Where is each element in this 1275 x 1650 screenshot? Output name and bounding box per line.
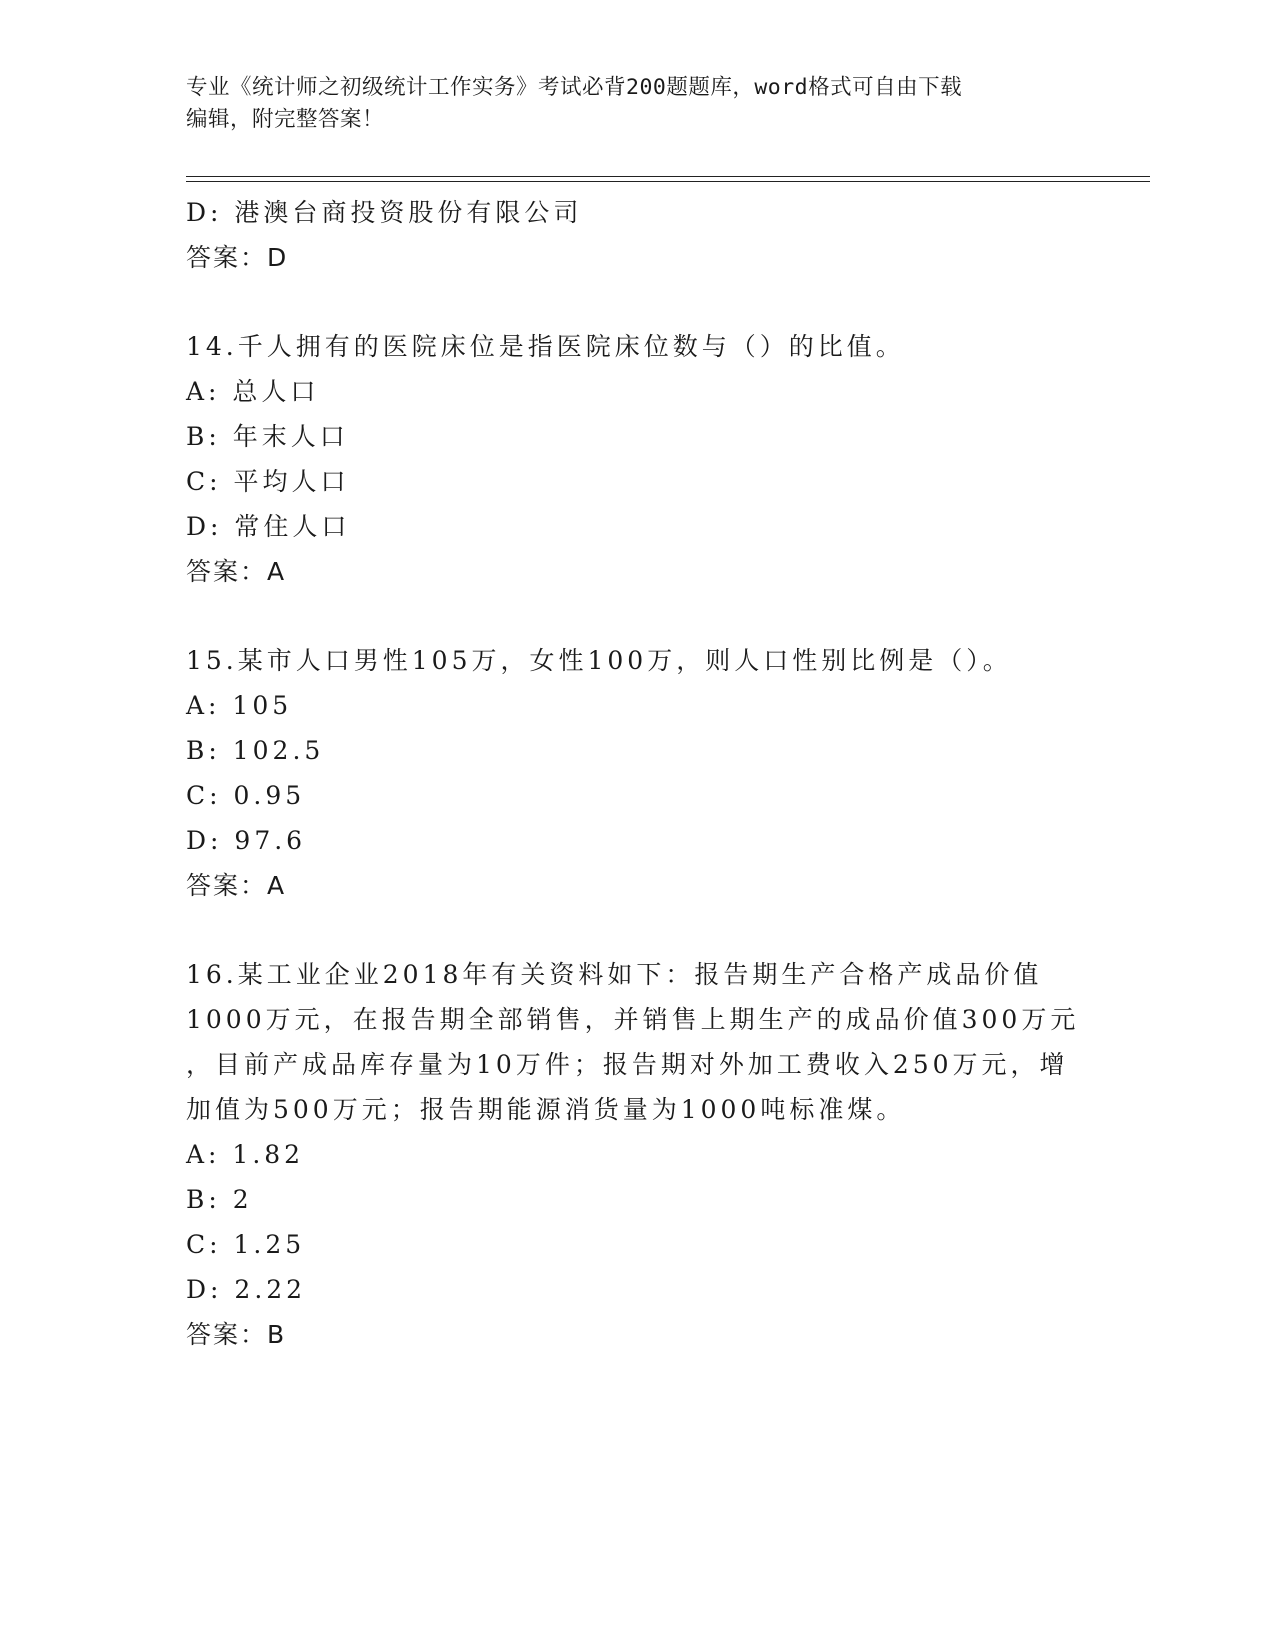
option-c: C: 平均人口 bbox=[186, 467, 350, 496]
header-divider-bottom bbox=[186, 181, 1150, 182]
question-15 bbox=[186, 638, 1086, 908]
header-line-2: 编辑，附完整答案！ bbox=[186, 107, 385, 132]
question-stem-line-4: 加值为500万元；报告期能源消货量为1000吨标准煤。 bbox=[186, 1095, 906, 1124]
answer-line: 答案：A bbox=[186, 871, 287, 900]
question-16 bbox=[186, 952, 1086, 1357]
option-b: B: 2 bbox=[186, 1185, 253, 1214]
answer-line: 答案：A bbox=[186, 557, 287, 586]
header-line-1: 专业《统计师之初级统计工作实务》考试必背200题题库，word格式可自由下载 bbox=[186, 75, 963, 100]
option-b: B: 102.5 bbox=[186, 736, 325, 765]
question-14 bbox=[186, 324, 1086, 594]
document-header bbox=[186, 72, 1066, 136]
answer-line: 答案：B bbox=[186, 1320, 287, 1349]
option-d: D: 2.22 bbox=[186, 1275, 307, 1304]
answer-line: 答案：D bbox=[186, 243, 289, 272]
option-a: A: 1.82 bbox=[186, 1140, 305, 1169]
question-stem-line-2: 1000万元，在报告期全部销售，并销售上期生产的成品价值300万元 bbox=[186, 1005, 1080, 1034]
question-stem-line-1: 16.某工业企业2018年有关资料如下：报告期生产合格产成品价值 bbox=[186, 960, 1043, 989]
question-stem: 15.某市人口男性105万，女性100万，则人口性别比例是（）。 bbox=[186, 646, 1012, 675]
option-a: A: 总人口 bbox=[186, 377, 320, 406]
option-d: D: 常住人口 bbox=[186, 512, 351, 541]
spacer bbox=[186, 594, 1086, 638]
spacer bbox=[186, 280, 1086, 324]
question-13 bbox=[186, 190, 1086, 280]
question-list bbox=[186, 190, 1086, 1357]
spacer bbox=[186, 908, 1086, 952]
option-d: D: 港澳台商投资股份有限公司 bbox=[186, 198, 583, 227]
header-divider-top bbox=[186, 176, 1150, 177]
question-stem: 14.千人拥有的医院床位是指医院床位数与（）的比值。 bbox=[186, 332, 905, 361]
option-c: C: 0.95 bbox=[186, 781, 306, 810]
option-c: C: 1.25 bbox=[186, 1230, 306, 1259]
option-b: B: 年末人口 bbox=[186, 422, 349, 451]
option-d: D: 97.6 bbox=[186, 826, 307, 855]
question-stem-line-3: ，目前产成品库存量为10万件；报告期对外加工费收入250万元，增 bbox=[186, 1050, 1069, 1079]
option-a: A: 105 bbox=[186, 691, 293, 720]
